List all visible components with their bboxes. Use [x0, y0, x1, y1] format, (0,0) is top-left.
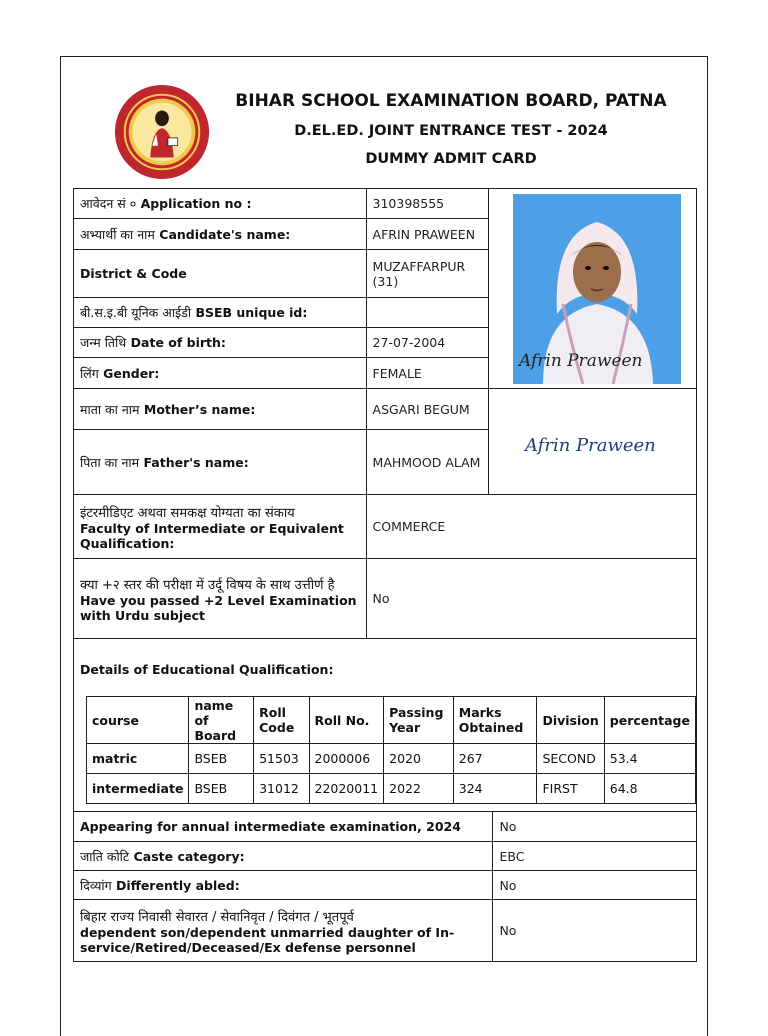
table-cell: 31012	[254, 774, 309, 804]
father-name-value: MAHMOOD ALAM	[366, 430, 489, 495]
faculty-label: इंटरमीडिएट अथवा समकक्ष योग्यता का संकाय Faculty of Intermediate or Equivalent Qualification:	[74, 495, 367, 559]
application-no-label: आवेदन सं ० Application no :	[74, 189, 367, 219]
col-header: Division	[537, 697, 604, 744]
appearing-label: Appearing for annual intermediate examination, 2024	[74, 812, 493, 842]
table-row	[87, 744, 696, 774]
dob-label: जन्म तिथि Date of birth:	[74, 328, 367, 358]
education-title: Details of Educational Qualification:	[80, 662, 334, 677]
district-code-value: MUZAFFARPUR (31)	[366, 250, 489, 298]
table-cell: 267	[453, 744, 537, 774]
exam-title: D.EL.ED. JOINT ENTRANCE TEST - 2024	[294, 123, 608, 139]
urdu-value: No	[366, 559, 696, 639]
table-row	[74, 495, 697, 559]
appearing-value: No	[493, 812, 697, 842]
table-row	[74, 812, 697, 842]
caste-value: EBC	[493, 842, 697, 871]
admit-card	[60, 56, 708, 1036]
defense-value: No	[493, 900, 697, 962]
urdu-label: क्या +२ स्तर की परीक्षा में उर्दू विषय के साथ उत्तीर्ण है Have you passed +2 Level Examination with Urdu subject	[74, 559, 367, 639]
col-header: percentage	[604, 697, 695, 744]
table-cell: matric	[87, 744, 189, 774]
application-no-value: 310398555	[366, 189, 489, 219]
table-cell: 324	[453, 774, 537, 804]
table-row	[74, 871, 697, 900]
card-type-title: DUMMY ADMIT CARD	[365, 151, 537, 167]
gender-value: FEMALE	[366, 358, 489, 389]
table-cell: 22020011	[309, 774, 384, 804]
table-cell: BSEB	[189, 744, 254, 774]
table-cell: 51503	[254, 744, 309, 774]
col-header: Roll Code	[254, 697, 309, 744]
faculty-value: COMMERCE	[366, 495, 696, 559]
defense-label: बिहार राज्य निवासी सेवारत / सेवानिवृत / दिवंगत / भूतपूर्व dependent son/dependent unmarried daughter of In-service/Retired/Deceased/Ex defense personnel	[74, 900, 493, 962]
other-details-table	[73, 811, 697, 962]
differently-abled-value: No	[493, 871, 697, 900]
candidate-photo	[513, 194, 681, 384]
education-section	[73, 638, 697, 812]
candidate-name-value: AFRIN PRAWEEN	[366, 219, 489, 250]
table-cell: FIRST	[537, 774, 604, 804]
bseb-unique-id-label: बी.स.इ.बी यूनिक आईडी BSEB unique id:	[74, 298, 367, 328]
dob-value: 27-07-2004	[366, 328, 489, 358]
board-title: BIHAR SCHOOL EXAMINATION BOARD, PATNA	[235, 91, 667, 111]
candidate-signature	[523, 423, 673, 463]
table-cell: BSEB	[189, 774, 254, 804]
table-row	[74, 559, 697, 639]
header	[61, 57, 707, 187]
table-cell: 2000006	[309, 744, 384, 774]
caste-label: जाति कोटि Caste category:	[74, 842, 493, 871]
table-cell: SECOND	[537, 744, 604, 774]
col-header: Marks Obtained	[453, 697, 537, 744]
father-name-label: पिता का नाम Father's name:	[74, 430, 367, 495]
table-cell: 2020	[384, 744, 454, 774]
differently-abled-label: दिव्यांग Differently abled:	[74, 871, 493, 900]
table-row	[74, 842, 697, 871]
table-row	[74, 900, 697, 962]
photo-signature: Afrin Praween	[519, 351, 643, 371]
gender-label: लिंग Gender:	[74, 358, 367, 389]
candidate-name-label: अभ्यार्थी का नाम Candidate's name:	[74, 219, 367, 250]
col-header: course	[87, 697, 189, 744]
table-cell: 2022	[384, 774, 454, 804]
mother-name-label: माता का नाम Mother’s name:	[74, 389, 367, 430]
mother-name-value: ASGARI BEGUM	[366, 389, 489, 430]
table-cell: 64.8	[604, 774, 695, 804]
bseb-unique-id-value	[366, 298, 489, 328]
bseb-logo-icon	[113, 83, 211, 181]
col-header: Passing Year	[384, 697, 454, 744]
table-header-row	[87, 697, 696, 744]
district-code-label: District & Code	[74, 250, 367, 298]
col-header: name of Board	[189, 697, 254, 744]
table-row	[87, 774, 696, 804]
table-cell: intermediate	[87, 774, 189, 804]
education-table	[86, 696, 696, 804]
signature-text: Afrin Praween	[525, 435, 656, 456]
table-cell: 53.4	[604, 744, 695, 774]
col-header: Roll No.	[309, 697, 384, 744]
